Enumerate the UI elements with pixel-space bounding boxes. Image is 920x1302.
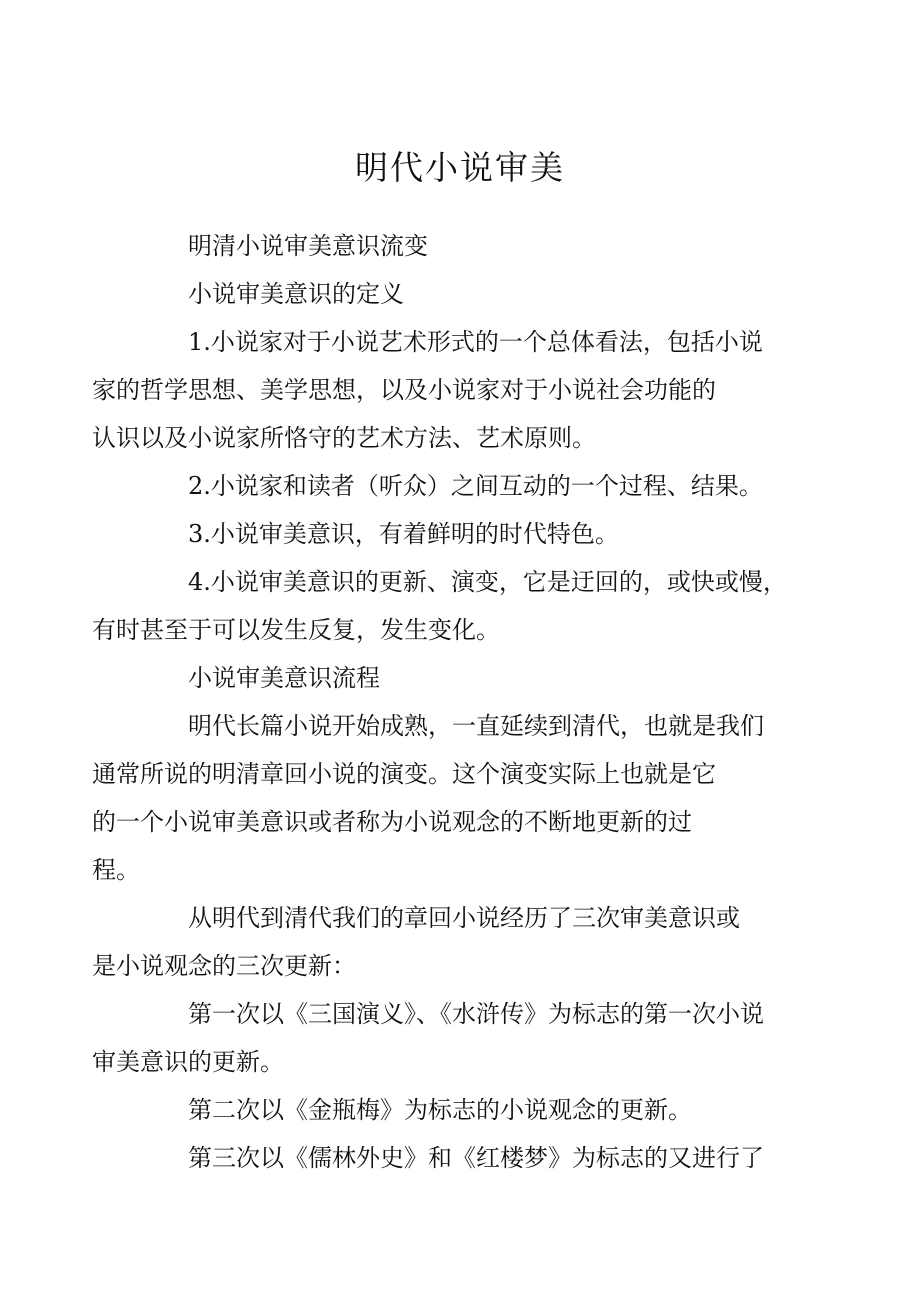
paragraph: [92, 990, 800, 1086]
text-line: 第三次以《儒林外史》和《红楼梦》为标志的又进行了: [188, 1144, 764, 1172]
paragraph: [140, 654, 800, 702]
text-line: 通常所说的明清章回小说的演变。这个演变实际上也就是它: [92, 760, 716, 788]
text-line: 有时甚至于可以发生反复，发生变化。: [92, 616, 500, 644]
text-line: 第一次以《三国演义》、《水浒传》为标志的第一次小说: [188, 1000, 764, 1028]
paragraph: [140, 222, 800, 270]
paragraph: [140, 510, 800, 558]
text-line: 从明代到清代我们的章回小说经历了三次审美意识或: [188, 904, 740, 932]
paragraph: [92, 702, 800, 894]
text-line: 的一个小说审美意识或者称为小说观念的不断地更新的过: [92, 808, 692, 836]
text-line: 明清小说审美意识流变: [188, 232, 428, 260]
paragraph: [92, 894, 800, 990]
text-line: 程。: [92, 856, 140, 884]
document-title: 明代小说审美: [355, 148, 565, 187]
paragraph: [140, 1086, 800, 1134]
paragraph: [140, 1134, 800, 1182]
document-body: [92, 222, 800, 1182]
text-line: 2.小说家和读者（听众）之间互动的一个过程、结果。: [188, 472, 763, 500]
text-line: 家的哲学思想、美学思想，以及小说家对于小说社会功能的: [92, 376, 716, 404]
paragraph: [140, 270, 800, 318]
text-line: 小说审美意识流程: [188, 664, 380, 692]
text-line: 是小说观念的三次更新：: [92, 952, 356, 980]
text-line: 明代长篇小说开始成熟，一直延续到清代，也就是我们: [188, 712, 764, 740]
text-line: 1.小说家对于小说艺术形式的一个总体看法，包括小说: [188, 328, 763, 356]
text-line: 第二次以《金瓶梅》为标志的小说观念的更新。: [188, 1096, 692, 1124]
paragraph: [140, 462, 800, 510]
paragraph: [92, 558, 800, 654]
text-line: 审美意识的更新。: [92, 1048, 284, 1076]
text-line: 认识以及小说家所恪守的艺术方法、艺术原则。: [92, 424, 596, 452]
text-line: 3.小说审美意识，有着鲜明的时代特色。: [188, 520, 619, 548]
text-line: 4.小说审美意识的更新、演变，它是迂回的，或快或慢，: [188, 568, 787, 596]
text-line: 小说审美意识的定义: [188, 280, 404, 308]
paragraph: [92, 318, 800, 462]
